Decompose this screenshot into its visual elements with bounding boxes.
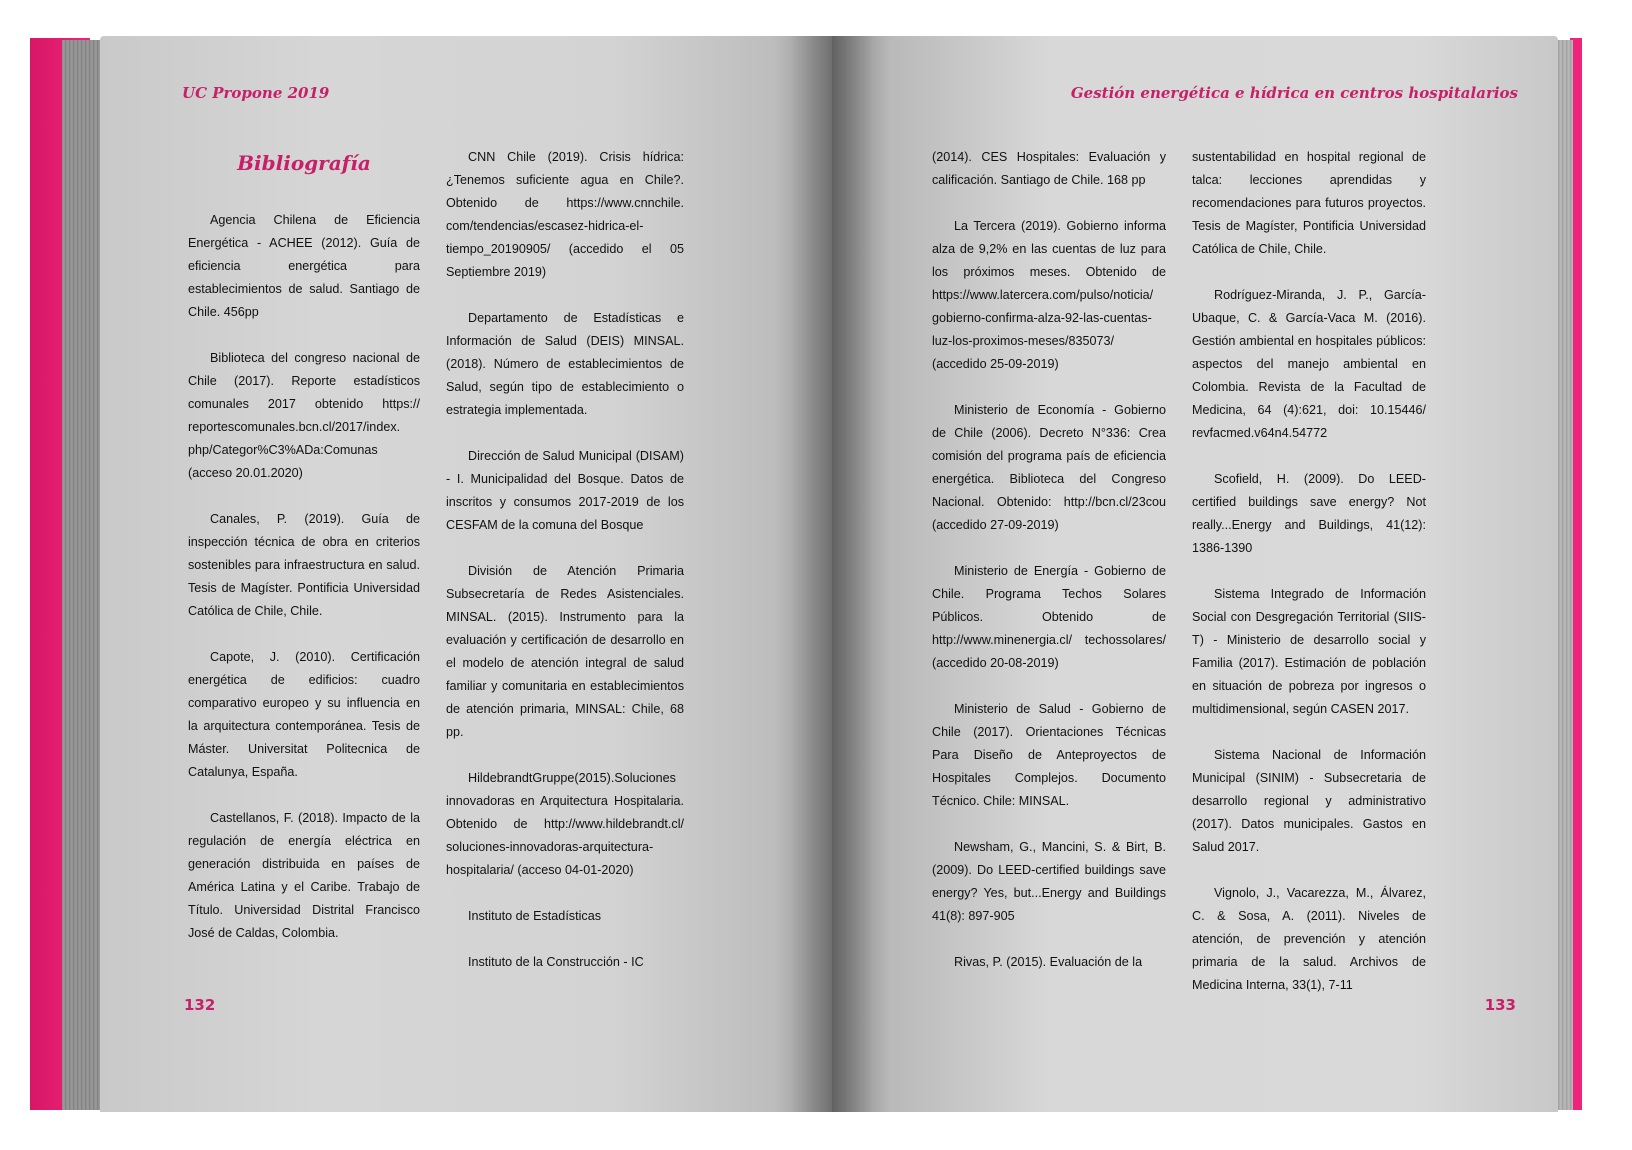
running-head-left: UC Propone 2019	[182, 84, 330, 102]
reference-entry: sustentabilidad en hospital regional de talca: lecciones aprendidas y recomendaciones para futuros proyectos. Tesis de Magíster, Pontificia Universidad Católica de Chile, Chile.	[1192, 150, 1426, 256]
reference-entry: Vignolo, J., Vacarezza, M., Álvarez, C. & Sosa, A. (2011). Niveles de atención, de prevención y atención primaria de la salud. Archivos de Medicina Interna, 33(1), 7-11	[1192, 886, 1426, 992]
left-page	[100, 36, 832, 1112]
reference-entry: Castellanos, F. (2018). Impacto de la regulación de energía eléctrica en generación distribuida en países de América Latina y el Caribe. Trabajo de Título. Universidad Distrital Francisco José de Caldas, Colombia.	[188, 811, 420, 940]
reference-entry: HildebrandtGruppe(2015).Soluciones innovadoras en Arquitectura Hospitalaria. Obtenido de http://www.hildebrandt.cl/ soluciones-innovadoras-arquitectura-hospitalaria/ (acceso 04-01-2020)	[446, 771, 684, 877]
reference-entry: Instituto de la Construcción - IC	[468, 955, 644, 969]
reference-entry: Instituto de Estadísticas	[468, 909, 602, 923]
reference-entry: CNN Chile (2019). Crisis hídrica: ¿Tenemos suficiente agua en Chile?. Obtenido de https://www.cnnchile. com/tendencias/escasez-hidrica-el-tiempo_20190905/ (accedido el 05 Septiembre 2019)	[446, 150, 684, 279]
reference-entry: Rodríguez-Miranda, J. P., García-Ubaque, C. & García-Vaca M. (2016). Gestión ambiental en hospitales públicos: aspectos del manejo ambiental en Colombia. Revista de la Facultad de Medicina, 64 (4):621, doi: 10.15446/ revfacmed.v64n4.54772	[1192, 288, 1426, 440]
left-column-2	[446, 146, 684, 997]
running-head-right: Gestión energética e hídrica en centros hospitalarios	[1070, 84, 1518, 102]
page-number-left: 132	[184, 996, 216, 1014]
reference-entry: Dirección de Salud Municipal (DISAM) - I. Municipalidad del Bosque. Datos de inscritos y consumos 2017-2019 de los CESFAM de la comuna del Bosque	[446, 449, 684, 532]
reference-entry: Sistema Integrado de Información Social con Desgregación Territorial (SIIS-T) - Ministerio de desarrollo social y Familia (2017). Estimación de población en situación de pobreza por ingresos o multidimensional, según CASEN 2017.	[1192, 587, 1426, 716]
reference-entry: La Tercera (2019). Gobierno informa alza de 9,2% en las cuentas de luz para los próximos meses. Obtenido de https://www.latercera.com/pulso/noticia/ gobierno-confirma-alza-92-las-cuentas-luz-los-proximos-meses/835073/ (accedido 25-09-2019)	[932, 219, 1166, 371]
reference-entry: División de Atención Primaria Subsecretaría de Redes Asistenciales. MINSAL. (2015). Instrumento para la evaluación y certificación de desarrollo en el modelo de atención integral de salud familiar y comunitaria en establecimientos de atención primaria, MINSAL: Chile, 68 pp.	[446, 564, 684, 739]
page-number-right: 133	[1484, 996, 1516, 1014]
reference-entry: (2014). CES Hospitales: Evaluación y calificación. Santiago de Chile. 168 pp	[932, 150, 1166, 187]
right-column-1	[932, 146, 1166, 997]
reference-entry: Scofield, H. (2009). Do LEED-certified buildings save energy? Not really...Energy and Buildings, 41(12): 1386-1390	[1192, 472, 1426, 555]
reference-entry: Ministerio de Salud - Gobierno de Chile (2017). Orientaciones Técnicas Para Diseño de Anteproyectos de Hospitales Complejos. Documento Técnico. Chile: MINSAL.	[932, 702, 1166, 808]
right-column-2	[1192, 146, 1426, 1020]
reference-entry: Biblioteca del congreso nacional de Chile (2017). Reporte estadísticos comunales 2017 obtenido https:// reportescomunales.bcn.cl/2017/index. php/Categor%C3%ADa:Comunas (acceso 20.01.2020)	[188, 351, 420, 480]
right-page	[832, 36, 1558, 1112]
reference-entry: Newsham, G., Mancini, S. & Birt, B. (2009). Do LEED-certified buildings save energy? Yes, but...Energy and Buildings 41(8): 897-905	[932, 840, 1166, 923]
reference-entry: Capote, J. (2010). Certificación energética de edificios: cuadro comparativo europeo y su influencia en la arquitectura contemporánea. Tesis de Máster. Universitat Politecnica de Catalunya, España.	[188, 650, 420, 779]
reference-entry: Ministerio de Economía - Gobierno de Chile (2006). Decreto N°336: Crea comisión del programa país de eficiencia energética. Biblioteca del Congreso Nacional. Obtenido: http://bcn.cl/23cou (accedido 27-09-2019)	[932, 403, 1166, 532]
reference-entry: Agencia Chilena de Eficiencia Energética - ACHEE (2012). Guía de eficiencia energética para establecimientos de salud. Santiago de Chile. 456pp	[188, 213, 420, 319]
reference-entry: Ministerio de Energía - Gobierno de Chile. Programa Techos Solares Públicos. Obtenido de http://www.minenergia.cl/ techossolares/ (accedido 20-08-2019)	[932, 564, 1166, 670]
reference-entry: Departamento de Estadísticas e Información de Salud (DEIS) MINSAL. (2018). Número de establecimientos de Salud, según tipo de establecimiento o estrategia implementada.	[446, 311, 684, 417]
section-title: Bibliografía	[237, 151, 371, 175]
reference-entry: Rivas, P. (2015). Evaluación de la	[954, 955, 1143, 969]
reference-entry: Sistema Nacional de Información Municipal (SINIM) - Subsecretaria de desarrollo regional y administrativo (2017). Datos municipales. Gastos en Salud 2017.	[1192, 748, 1426, 854]
left-column-1	[188, 146, 420, 968]
reference-entry: Canales, P. (2019). Guía de inspección técnica de obra en criterios sostenibles para infraestructura en salud. Tesis de Magíster. Pontificia Universidad Católica de Chile, Chile.	[188, 512, 420, 618]
